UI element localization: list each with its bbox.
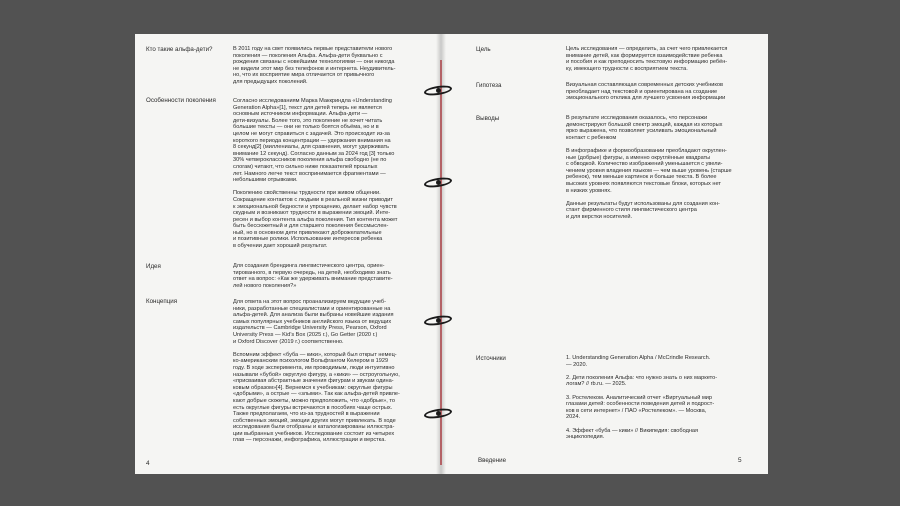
section-label-concept: Концепция	[146, 298, 178, 305]
section-label-idea: Идея	[146, 263, 161, 270]
section-label-hypothesis: Гипотеза	[476, 82, 502, 89]
section-text-concept: Для ответа на этот вопрос проанализируем ведущие учеб- ники, разработанные специалистами и ориентированные на альфа-детей. Для анализа были выбраны новейшие издания самых популярных учебников английского языка от ведущих издательств — Cambridge University Press, Pearson, Oxford University Press — Kid’s Box (2025 г.), Go Getter (2020 г.) и Oxford Discover (2019 г.) соответственно. Вспомним эффект «буба — кики», который был открыт немец- ко-американским психологом Вольфгангом Келером в 1929 году. В ходе эксперимента, им проводимым, люди интуитивно называли «бубой» округлую фигуру, а «кики» — остроугольную, «присваивая абстрактные значения фигурам и звукам одина- ковым образом»[4]. Вернемся к учебникам: округлые фигуры «добрыми», а острые — «злыми». Так как альфа-детей привле- кают добрые сюжеты, можно предположить, что «добрые», то есть округлые фигуры встречаются в пособиях чаще острых. Также предполагаем, что из-за трудностей в выражении собственных эмоций, эмоции других могут привлекать. В ходе исследования были отобраны и каталогизированы иллюстра- ции выбранных учебников. Исследование состоит из четырех глав — персонажи, инфографика, иллюстрации и верстка.	[233, 299, 400, 444]
section-text-hypothesis: Визуальная составляющая современных детских учебников преобладает над текстовой и ориентирована на создание эмоционального отклика для лучшего усвоения информации	[566, 82, 726, 102]
binder-ring-icon	[424, 85, 454, 96]
section-label-features: Особенности поколения	[146, 97, 216, 104]
section-text-goal: Цель исследования — определить, за счет чего привлекается внимание детей, как формируется взаимодействие ребенка и пособия и как преподносить текстовую информацию ребён- ку, имеющего трудности с восприятием текста.	[566, 46, 728, 72]
section-text-idea: Для создания брендинга лингвистического центра, ориен- тированного, в первую очередь, на детей, необходимо знать ответ на вопрос: «Как же удерживать внимание представите- лей нового поколения?»	[233, 263, 393, 289]
section-text-conclusions: В результате исследования оказалось, что персонажи демонстрируют большой спектр эмоций, каждая из которых ярко выражена, что позволяет усиливать эмоциональный контакт с ребенком В инфографике и формообразовании преобладают округлен- ные (добрые) фигуры, а именно округлённые квадраты с обводкой. Количество изображений уменьшается с увели- чением уровня владения языком — чем выше уровень (старше ребенок), тем меньше картинок и больше текста. В более высоких уровнях появляются текстовые блоки, которых нет в низких уровнях. Данные результаты будут использованы для создания кон- стант фирменного стиля лингвистического центра и для верстки носителей.	[566, 115, 732, 220]
binder-ring-icon	[424, 408, 454, 419]
section-text-sources: 1. Understanding Generation Alpha / McCrindle Research. — 2020. 2. Дети поколения Альфа: что нужно знать о них маркето- логам? // rb.ru. — 2025. 3. Ростелеком. Аналитический отчет «Виртуальный мир глазами детей: особенности поведения детей и подрост- ков в сети интернет» / ПАО «Ростелеком». — Москва, 2024. 4. Эффект «буба — кики» // Википедия: свободная энциклопедия.	[566, 355, 718, 441]
page-number-right: 5	[738, 457, 742, 464]
page-edge-line	[440, 60, 442, 465]
section-text-who: В 2011 году на свет появились первые представители нового поколения — поколения Альфа. Альфа-дети буквально с рождения связаны с новейшими технологиями — они никогда не видели этот мир без телефонов и интернета. Неудивитель- но, что их восприятие мира отличается от привычного для предыдущих поколений.	[233, 46, 396, 85]
section-label-conclusions: Выводы	[476, 115, 500, 122]
binder-ring-icon	[424, 177, 454, 188]
section-text-features: Согласно исследованиям Марка Маккриндла «Understanding Generation Alpha»[1], текст для детей теперь не является основным источником информации. Альфа-дети — дети-визуалы. Более того, это поколение не хочет читать большие тексты — они не только боятся объёма, но и в целом не могут справиться с задачей. Это происходит из-за короткого периода концентрации — удержания внимания на 8 секунд[2] (миллениалы, для сравнения, могут удерживать внимание 12 секунд). Согласно данным за 2024 год [3] только 30% четвероклассников поколения альфа свободно (не по слогам) читают, что сильно ниже показателей прошлых лет. Намного легче текст воспринимается фрагментами — небольшими отрывками. Поколению свойственны трудности при живом общении. Сокращение контактов с людьми в реальной жизни приводит к эмоциональной бедности и упрощению, делает набор чувств скудным и возникают трудности в выражении эмоций. Инте- ресен и выбор контента альфа поколения. Тип контента может быть бессюжетный и для старшего поколения бессмыслен- ный, но в основном дети привлекают доброжелательные и позитивные ролики. Использование интересов ребенка в обучении дает хороший результат.	[233, 98, 398, 250]
section-label-who: Кто такие альфа-дети?	[146, 46, 213, 53]
page-number-left: 4	[146, 460, 150, 467]
footer-section-label: Введение	[478, 457, 507, 464]
section-label-goal: Цель	[476, 46, 491, 53]
binder-ring-icon	[424, 315, 454, 326]
section-label-sources: Источники	[476, 355, 506, 362]
